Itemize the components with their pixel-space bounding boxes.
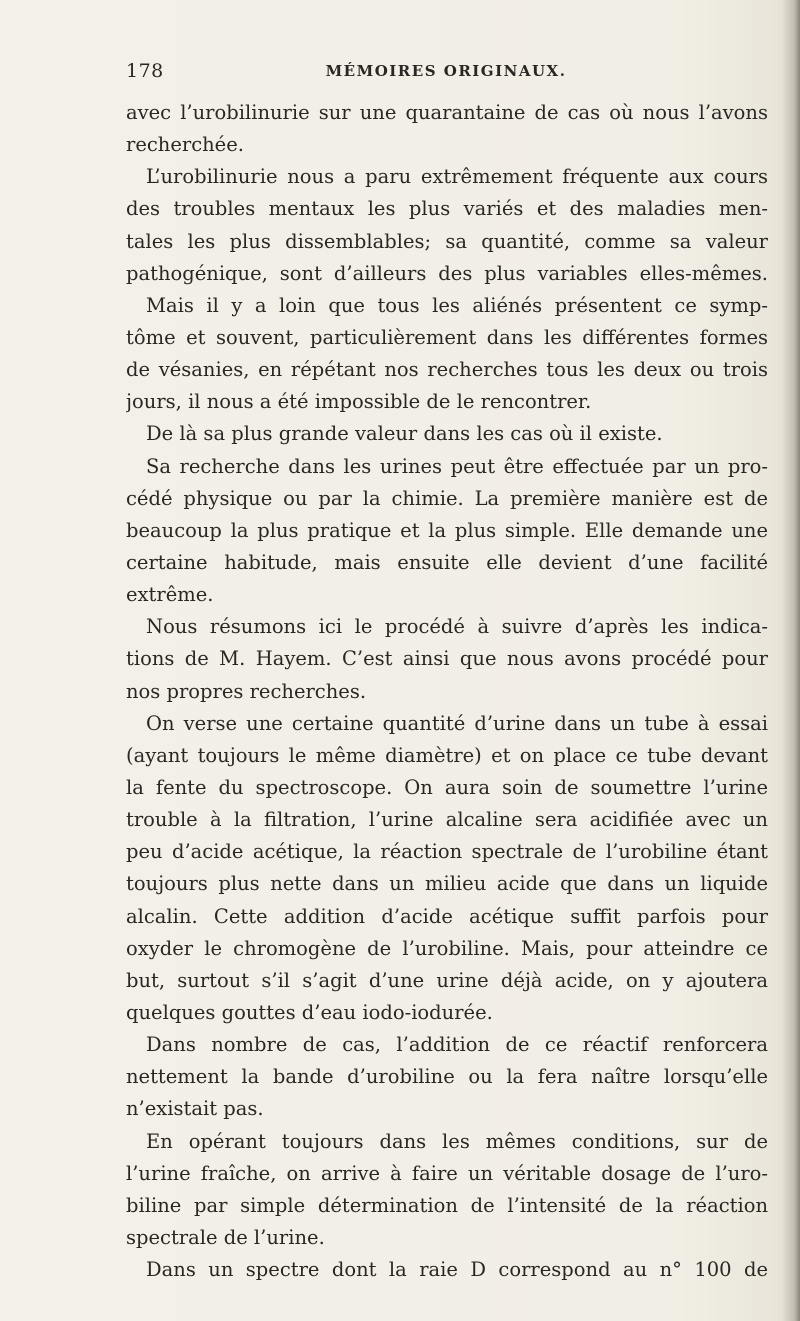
text-line: beaucoup la plus pratique et la plus simple. Elle demande une	[126, 518, 768, 542]
text-line: des troubles mentaux les plus variés et des maladies men-	[126, 197, 768, 221]
text-line: l’urine fraîche, on arrive à faire un véritable dosage de l’uro-	[126, 1161, 768, 1185]
page-header	[126, 60, 766, 90]
text-line: de vésanies, en répétant nos recherches tous les deux ou trois	[126, 358, 768, 382]
text-line: tales les plus dissemblables; sa quantité, comme sa valeur	[126, 229, 768, 253]
text-line: tions de M. Hayem. C’est ainsi que nous avons procédé pour	[126, 647, 768, 671]
page-edge-shadow	[782, 0, 800, 1321]
text-line: (ayant toujours le même diamètre) et on place ce tube devant	[126, 743, 768, 767]
text-line: Sa recherche dans les urines peut être effectuée par un pro-	[146, 454, 768, 478]
text-line: certaine habitude, mais ensuite elle devient d’une facilité	[126, 550, 768, 574]
text-line: jours, il nous a été impossible de le rencontrer.	[126, 390, 592, 414]
text-line: spectrale de l’urine.	[126, 1225, 325, 1249]
text-line: cédé physique ou par la chimie. La première manière est de	[126, 486, 768, 510]
text-line: peu d’acide acétique, la réaction spectrale de l’urobiline étant	[126, 840, 768, 864]
text-line: On verse une certaine quantité d’urine dans un tube à essai	[146, 711, 768, 735]
text-line: L’urobilinurie nous a paru extrêmement fréquente aux cours	[146, 165, 768, 189]
text-line: la fente du spectroscope. On aura soin de soumettre l’urine	[126, 775, 768, 799]
text-line: n’existait pas.	[126, 1097, 264, 1121]
text-line: tôme et souvent, particulièrement dans les différentes formes	[126, 325, 768, 349]
text-line: Dans nombre de cas, l’addition de ce réactif renforcera	[146, 1033, 768, 1057]
text-line: Nous résumons ici le procédé à suivre d’après les indica-	[146, 615, 768, 639]
text-line: De là sa plus grande valeur dans les cas où il existe.	[146, 422, 663, 446]
text-line: En opérant toujours dans les mêmes conditions, sur de	[146, 1129, 768, 1153]
text-line: biline par simple détermination de l’intensité de la réaction	[126, 1193, 768, 1217]
text-line: trouble à la filtration, l’urine alcaline sera acidifiée avec un	[126, 808, 768, 832]
body-text	[126, 97, 768, 1286]
running-head: MÉMOIRES ORIGINAUX.	[325, 62, 567, 80]
text-line: nettement la bande d’urobiline ou la fera naître lorsqu’elle	[126, 1065, 768, 1089]
text-line: Mais il y a loin que tous les aliénés présentent ce symp-	[146, 293, 768, 317]
text-line: pathogénique, sont d’ailleurs des plus variables elles-mêmes.	[126, 261, 768, 285]
text-line: quelques gouttes d’eau iodo-iodurée.	[126, 1000, 493, 1024]
text-line: alcalin. Cette addition d’acide acétique suffit parfois pour	[126, 904, 768, 928]
text-line: oxyder le chromogène de l’urobiline. Mais, pour atteindre ce	[126, 936, 768, 960]
text-line: toujours plus nette dans un milieu acide que dans un liquide	[126, 872, 768, 896]
text-line: avec l’urobilinurie sur une quarantaine de cas où nous l’avons	[126, 101, 768, 124]
page-number: 178	[126, 60, 164, 82]
text-line: extrême.	[126, 583, 214, 607]
text-line: nos propres recherches.	[126, 679, 367, 703]
text-line: recherchée.	[126, 133, 244, 157]
text-line: Dans un spectre dont la raie D correspond au n° 100 de	[146, 1258, 768, 1282]
text-line: but, surtout s’il s’agit d’une urine déjà acide, on y ajoutera	[126, 968, 768, 992]
